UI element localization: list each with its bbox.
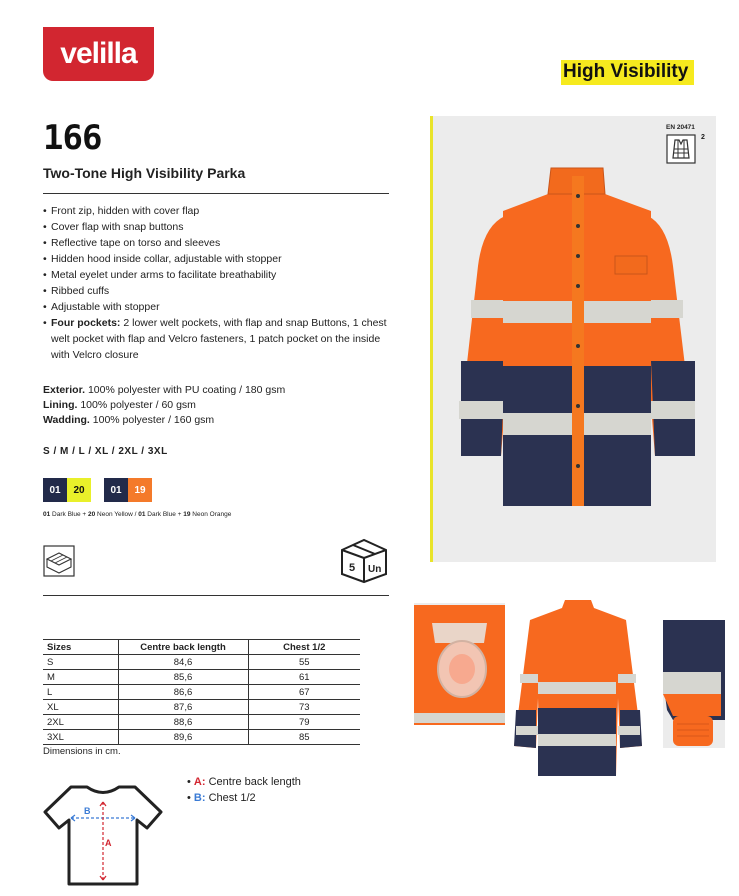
table-row: 3XL 89,6 85 <box>43 730 360 745</box>
category-badge: High Visibility <box>561 60 694 85</box>
jacket-front-image <box>433 116 716 562</box>
swatch-neon-orange: 19 <box>128 478 152 502</box>
feature-item: • Metal eyelet under arms to facilitate breathability <box>43 267 389 283</box>
brand-logo-text: velilla <box>60 37 137 70</box>
legend-item-a: • A: Centre back length <box>187 774 301 790</box>
feature-item: • Ribbed cuffs <box>43 283 389 299</box>
package-quantity: 5 <box>349 562 356 574</box>
composition-lining: Lining. 100% polyester / 60 gsm <box>43 399 196 411</box>
feature-item: • Front zip, hidden with cover flap <box>43 203 389 219</box>
certification-class: 2 <box>701 134 705 141</box>
brand-logo <box>43 27 154 81</box>
measurement-legend <box>187 774 301 806</box>
feature-item: • Cover flap with snap buttons <box>43 219 389 235</box>
cuff-detail-image <box>663 620 725 748</box>
dimensions-note: Dimensions in cm. <box>43 746 121 757</box>
product-photo-cuff-detail <box>663 620 725 748</box>
swatch-dark-blue: 01 <box>104 478 128 502</box>
certification-standard: EN 20471 <box>666 124 695 131</box>
swatch-neon-yellow: 20 <box>67 478 91 502</box>
tshirt-measurement-icon <box>43 784 163 887</box>
size-table <box>43 639 360 745</box>
product-photo-main <box>430 116 716 562</box>
diagram-label-a: A <box>105 838 112 848</box>
feature-item: • Four pockets: 2 lower welt pockets, with flap and snap Buttons, 1 chest welt pocket with flap and Velcro fasteners, 1 patch pocket on the inside with Velcro closure <box>43 315 389 363</box>
divider <box>43 193 389 194</box>
swatch-dark-blue: 01 <box>43 478 67 502</box>
composition-exterior: Exterior. 100% polyester with PU coating / 180 gsm <box>43 384 286 396</box>
package-unit: Un <box>368 564 382 575</box>
composition-wadding: Wadding. 100% polyester / 160 gsm <box>43 414 215 426</box>
product-reference: 166 <box>43 118 102 158</box>
divider <box>43 595 389 596</box>
product-photo-hood-detail <box>414 603 505 725</box>
diagram-label-b: B <box>84 806 91 816</box>
package-box-icon <box>338 536 390 584</box>
jacket-back-image <box>510 598 644 778</box>
feature-item: • Adjustable with stopper <box>43 299 389 315</box>
hood-detail-image <box>414 603 505 725</box>
table-row: M 85,6 61 <box>43 670 360 685</box>
legend-item-b: • B: Chest 1/2 <box>187 790 301 806</box>
table-header: Chest 1/2 <box>248 640 360 655</box>
table-row: S 84,6 55 <box>43 655 360 670</box>
table-header: Centre back length <box>118 640 248 655</box>
product-name: Two-Tone High Visibility Parka <box>43 165 246 181</box>
feature-item: • Reflective tape on torso and sleeves <box>43 235 389 251</box>
table-row: 2XL 88,6 79 <box>43 715 360 730</box>
color-swatch-blue-yellow <box>43 478 91 502</box>
feature-item: • Hidden hood inside collar, adjustable with stopper <box>43 251 389 267</box>
table-header-row <box>43 640 360 655</box>
color-legend: 01 Dark Blue + 20 Neon Yellow / 01 Dark Blue + 19 Neon Orange <box>43 511 232 518</box>
table-row: XL 87,6 73 <box>43 700 360 715</box>
hi-vis-certification-icon <box>666 134 696 164</box>
feature-list <box>43 203 389 363</box>
table-header: Sizes <box>43 640 118 655</box>
table-row: L 86,6 67 <box>43 685 360 700</box>
composition <box>43 383 285 428</box>
color-swatch-blue-orange <box>104 478 152 502</box>
fold-care-icon <box>43 545 75 577</box>
size-range: S / M / L / XL / 2XL / 3XL <box>43 446 168 457</box>
